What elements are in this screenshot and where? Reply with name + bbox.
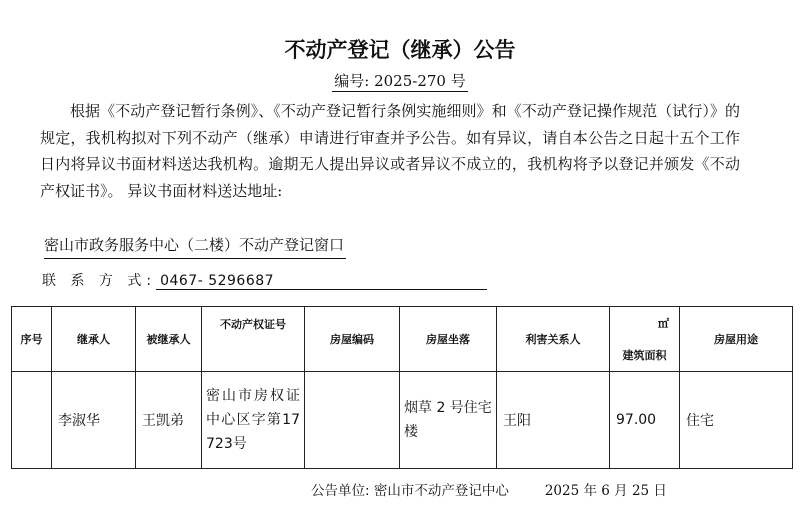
contact-phone: 0467- 5296687 (156, 273, 487, 290)
notice-title: 不动产登记（继承）公告 (284, 38, 516, 62)
cell-location: 烟草 2 号住宅楼 (400, 372, 497, 469)
cell-decedent: 王凯弟 (136, 372, 202, 469)
header-cert-label: 不动产权证号 (220, 318, 286, 331)
header-area-label: 建筑面积 (622, 349, 667, 362)
registration-table (11, 306, 793, 469)
header-area (610, 307, 680, 372)
table-row (12, 372, 793, 469)
notice-paragraph: 根据《不动产登记暂行条例》、《不动产登记暂行条例实施细则》和《不动产登记操作规范（试行）》的规定，我机构拟对下列不动产（继承）申请进行审查并予公告。如有异议，请自本公告之日起十五个工作日内将异议书面材料送达我机构。逾期无人提出异议或者异议不成立的，我机构将予以登记并颁发《不动产权证书》。 异议书面材料送达地址: (40, 102, 740, 200)
cell-heir: 李淑华 (52, 372, 136, 469)
notice-date: 2025 年 6 月 25 日 (544, 483, 667, 499)
cell-usage: 住宅 (680, 372, 793, 469)
header-location: 房屋坐落 (400, 307, 497, 372)
header-interested: 利害关系人 (497, 307, 610, 372)
header-seq: 序号 (12, 307, 52, 372)
notice-number-value: 2025-270 号 (374, 72, 466, 90)
cell-cert: 密山市房权证中心区字第17723号 (202, 372, 305, 469)
notice-number (0, 70, 800, 91)
header-cert (202, 307, 305, 372)
objection-address: 密山市政务服务中心（二楼）不动产登记窗口 (44, 234, 346, 259)
notice-number-label: 编号: (334, 72, 370, 90)
header-usage: 房屋用途 (680, 307, 793, 372)
notice-footer (311, 479, 667, 499)
cell-code (305, 372, 400, 469)
issuer-label: 公告单位: 密山市不动产登记中心 (311, 483, 509, 499)
cell-seq (12, 372, 52, 469)
cell-interested: 王阳 (497, 372, 610, 469)
header-code: 房屋编码 (305, 307, 400, 372)
header-heir: 继承人 (52, 307, 136, 372)
header-decedent: 被继承人 (136, 307, 202, 372)
cell-area: 97.00 (610, 372, 680, 469)
contact-label: 联 系 方 式: (42, 273, 157, 289)
table-header-row (12, 307, 793, 372)
contact-line (42, 270, 487, 290)
header-area-unit: ㎡ (658, 317, 669, 330)
